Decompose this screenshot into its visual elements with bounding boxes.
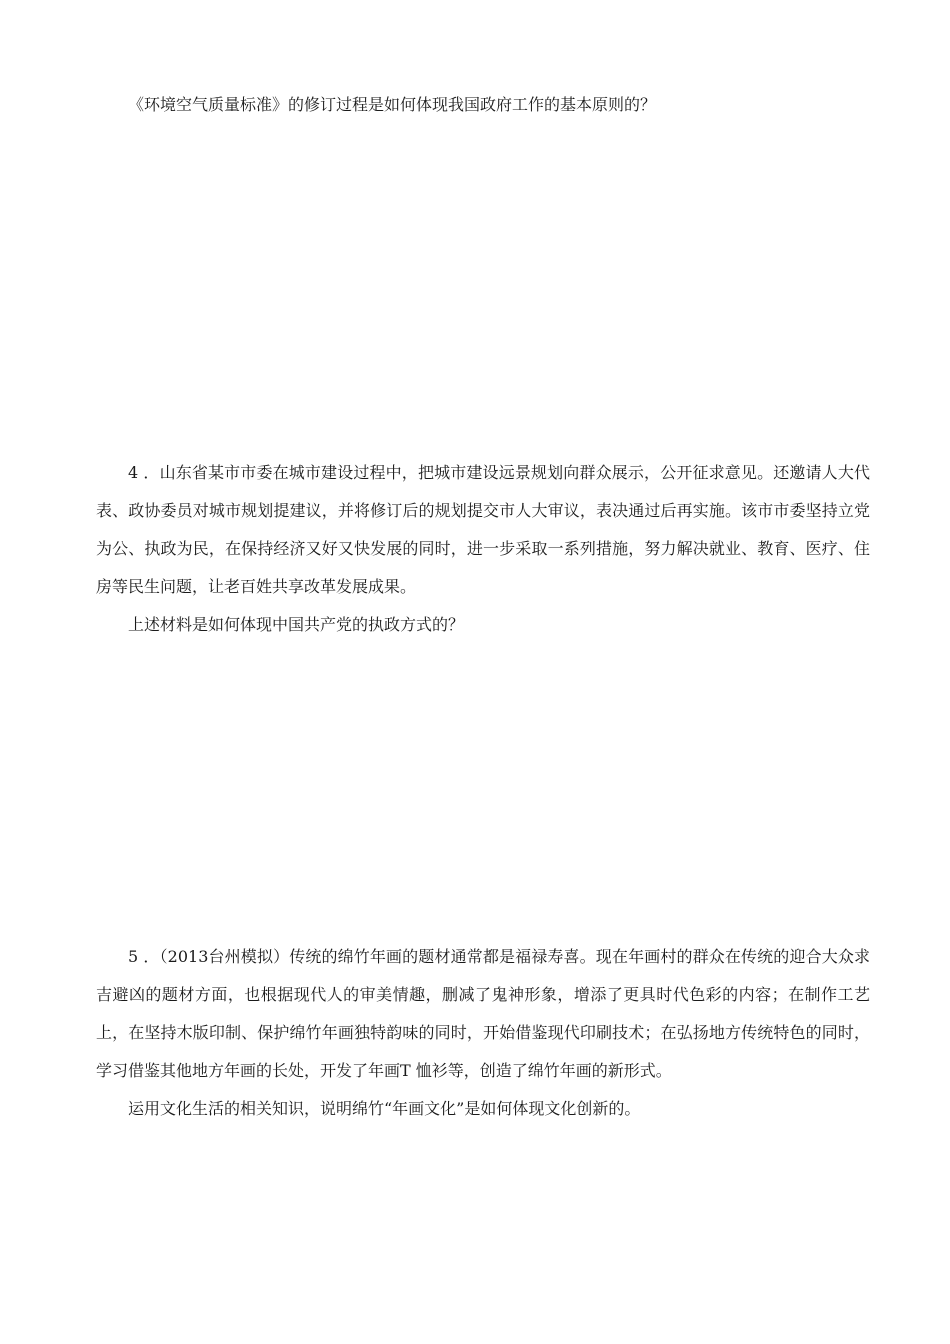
question-5-material: 5 ．（2013台州模拟）传统的绵竹年画的题材通常都是福禄寿喜。现在年画村的群众在传统的迎合大众求吉避凶的题材方面，也根据现代人的审美情趣，删减了鬼神形象，增添了更具时代色彩的内容；在制作工艺上，在坚持木版印制、保护绵竹年画独特韵味的同时，开始借鉴现代印刷技术；在弘扬地方传统特色的同时，学习借鉴其他地方年画的长处，开发了年画T 恤衫等，创造了绵竹年画的新形式。 (96, 947, 870, 1080)
question-5-prompt: 运用文化生活的相关知识，说明绵竹“年画文化”是如何体现文化创新的。 (128, 1099, 641, 1118)
question-4-prompt: 上述材料是如何体现中国共产党的执政方式的？ (128, 615, 465, 634)
question-3-prompt: 《环境空气质量标准》的修订过程是如何体现我国政府工作的基本原则的？ (128, 95, 657, 114)
question-4-material: 4 ．山东省某市市委在城市建设过程中，把城市建设远景规划向群众展示，公开征求意见。还邀请人大代表、政协委员对城市规划提建议，并将修订后的规划提交市人大审议，表决通过后再实施。该市市委坚持立党为公、执政为民，在保持经济又好又快发展的同时，进一步采取一系列措施，努力解决就业、教育、医疗、住房等民生问题，让老百姓共享改革发展成果。 (96, 463, 870, 596)
